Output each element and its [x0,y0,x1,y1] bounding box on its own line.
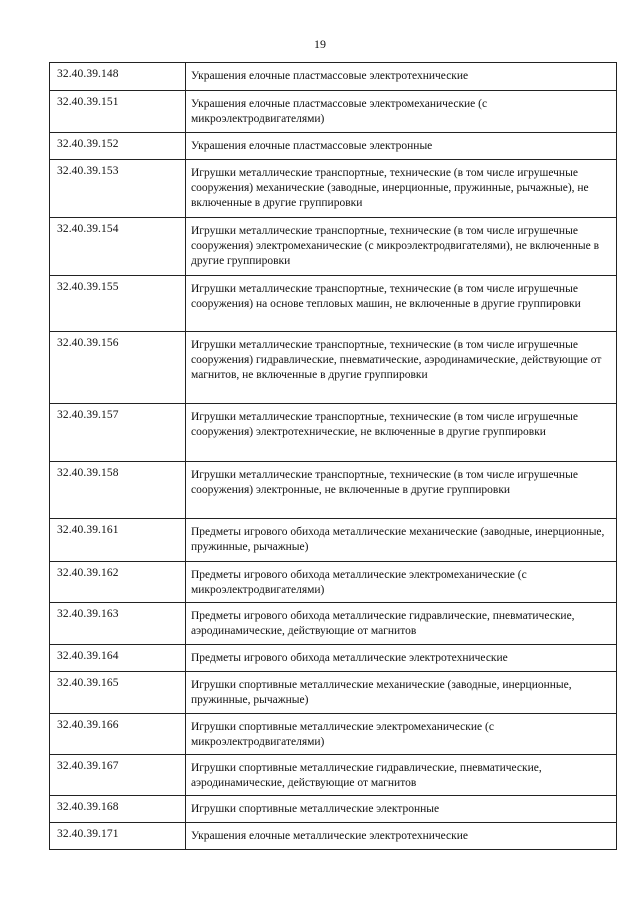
description-cell: Игрушки металлические транспортные, технические (в том числе игрушечные сооружения) электромеханические (с микроэлектродвигателями), не включенные в другие группировки [186,218,617,276]
code-cell: 32.40.39.148 [50,63,186,91]
classification-table-body [50,63,617,850]
description-cell: Игрушки спортивные металлические электромеханические (с микроэлектродвигателями) [186,714,617,755]
table-row [50,714,617,755]
table-row [50,91,617,133]
code-cell: 32.40.39.162 [50,562,186,603]
description-cell: Украшения елочные металлические электротехнические [186,823,617,850]
code-cell: 32.40.39.164 [50,645,186,672]
code-cell: 32.40.39.155 [50,276,186,332]
page-number: 19 [314,37,326,51]
table-row [50,672,617,714]
table-row [50,332,617,404]
code-cell: 32.40.39.161 [50,519,186,562]
table-row [50,63,617,91]
table-row [50,404,617,462]
description-cell: Украшения елочные пластмассовые электромеханические (с микроэлектродвигателями) [186,91,617,133]
description-cell: Предметы игрового обихода металлические электромеханические (с микроэлектродвигателями) [186,562,617,603]
table-row [50,519,617,562]
description-cell: Игрушки спортивные металлические электронные [186,796,617,823]
table-row [50,218,617,276]
code-cell: 32.40.39.153 [50,160,186,218]
table-row [50,160,617,218]
classification-table [49,62,617,850]
code-cell: 32.40.39.157 [50,404,186,462]
table-row [50,823,617,850]
code-cell: 32.40.39.151 [50,91,186,133]
description-cell: Предметы игрового обихода металлические гидравлические, пневматические, аэродинамические, действующие от магнитов [186,603,617,645]
code-cell: 32.40.39.171 [50,823,186,850]
code-cell: 32.40.39.154 [50,218,186,276]
table-row [50,462,617,519]
description-cell: Украшения елочные пластмассовые электронные [186,133,617,160]
table-row [50,562,617,603]
description-cell: Украшения елочные пластмассовые электротехнические [186,63,617,91]
code-cell: 32.40.39.158 [50,462,186,519]
table-row [50,133,617,160]
table-row [50,755,617,796]
description-cell: Игрушки металлические транспортные, технические (в том числе игрушечные сооружения) электронные, не включенные в другие группировки [186,462,617,519]
code-cell: 32.40.39.156 [50,332,186,404]
description-cell: Игрушки металлические транспортные, технические (в том числе игрушечные сооружения) на основе тепловых машин, не включенные в другие группировки [186,276,617,332]
code-cell: 32.40.39.165 [50,672,186,714]
table-row [50,645,617,672]
code-cell: 32.40.39.163 [50,603,186,645]
description-cell: Игрушки металлические транспортные, технические (в том числе игрушечные сооружения) электротехнические, не включенные в другие группировки [186,404,617,462]
code-cell: 32.40.39.168 [50,796,186,823]
code-cell: 32.40.39.167 [50,755,186,796]
code-cell: 32.40.39.152 [50,133,186,160]
description-cell: Игрушки металлические транспортные, технические (в том числе игрушечные сооружения) механические (заводные, инерционные, пружинные, рычажные), не включенные в другие группировки [186,160,617,218]
description-cell: Предметы игрового обихода металлические механические (заводные, инерционные, пружинные, рычажные) [186,519,617,562]
table-row [50,276,617,332]
description-cell: Предметы игрового обихода металлические электротехнические [186,645,617,672]
description-cell: Игрушки спортивные металлические механические (заводные, инерционные, пружинные, рычажные) [186,672,617,714]
description-cell: Игрушки спортивные металлические гидравлические, пневматические, аэродинамические, действующие от магнитов [186,755,617,796]
table-row [50,603,617,645]
description-cell: Игрушки металлические транспортные, технические (в том числе игрушечные сооружения) гидравлические, пневматические, аэродинамические, действующие от магнитов, не включенные в другие группировки [186,332,617,404]
code-cell: 32.40.39.166 [50,714,186,755]
table-row [50,796,617,823]
